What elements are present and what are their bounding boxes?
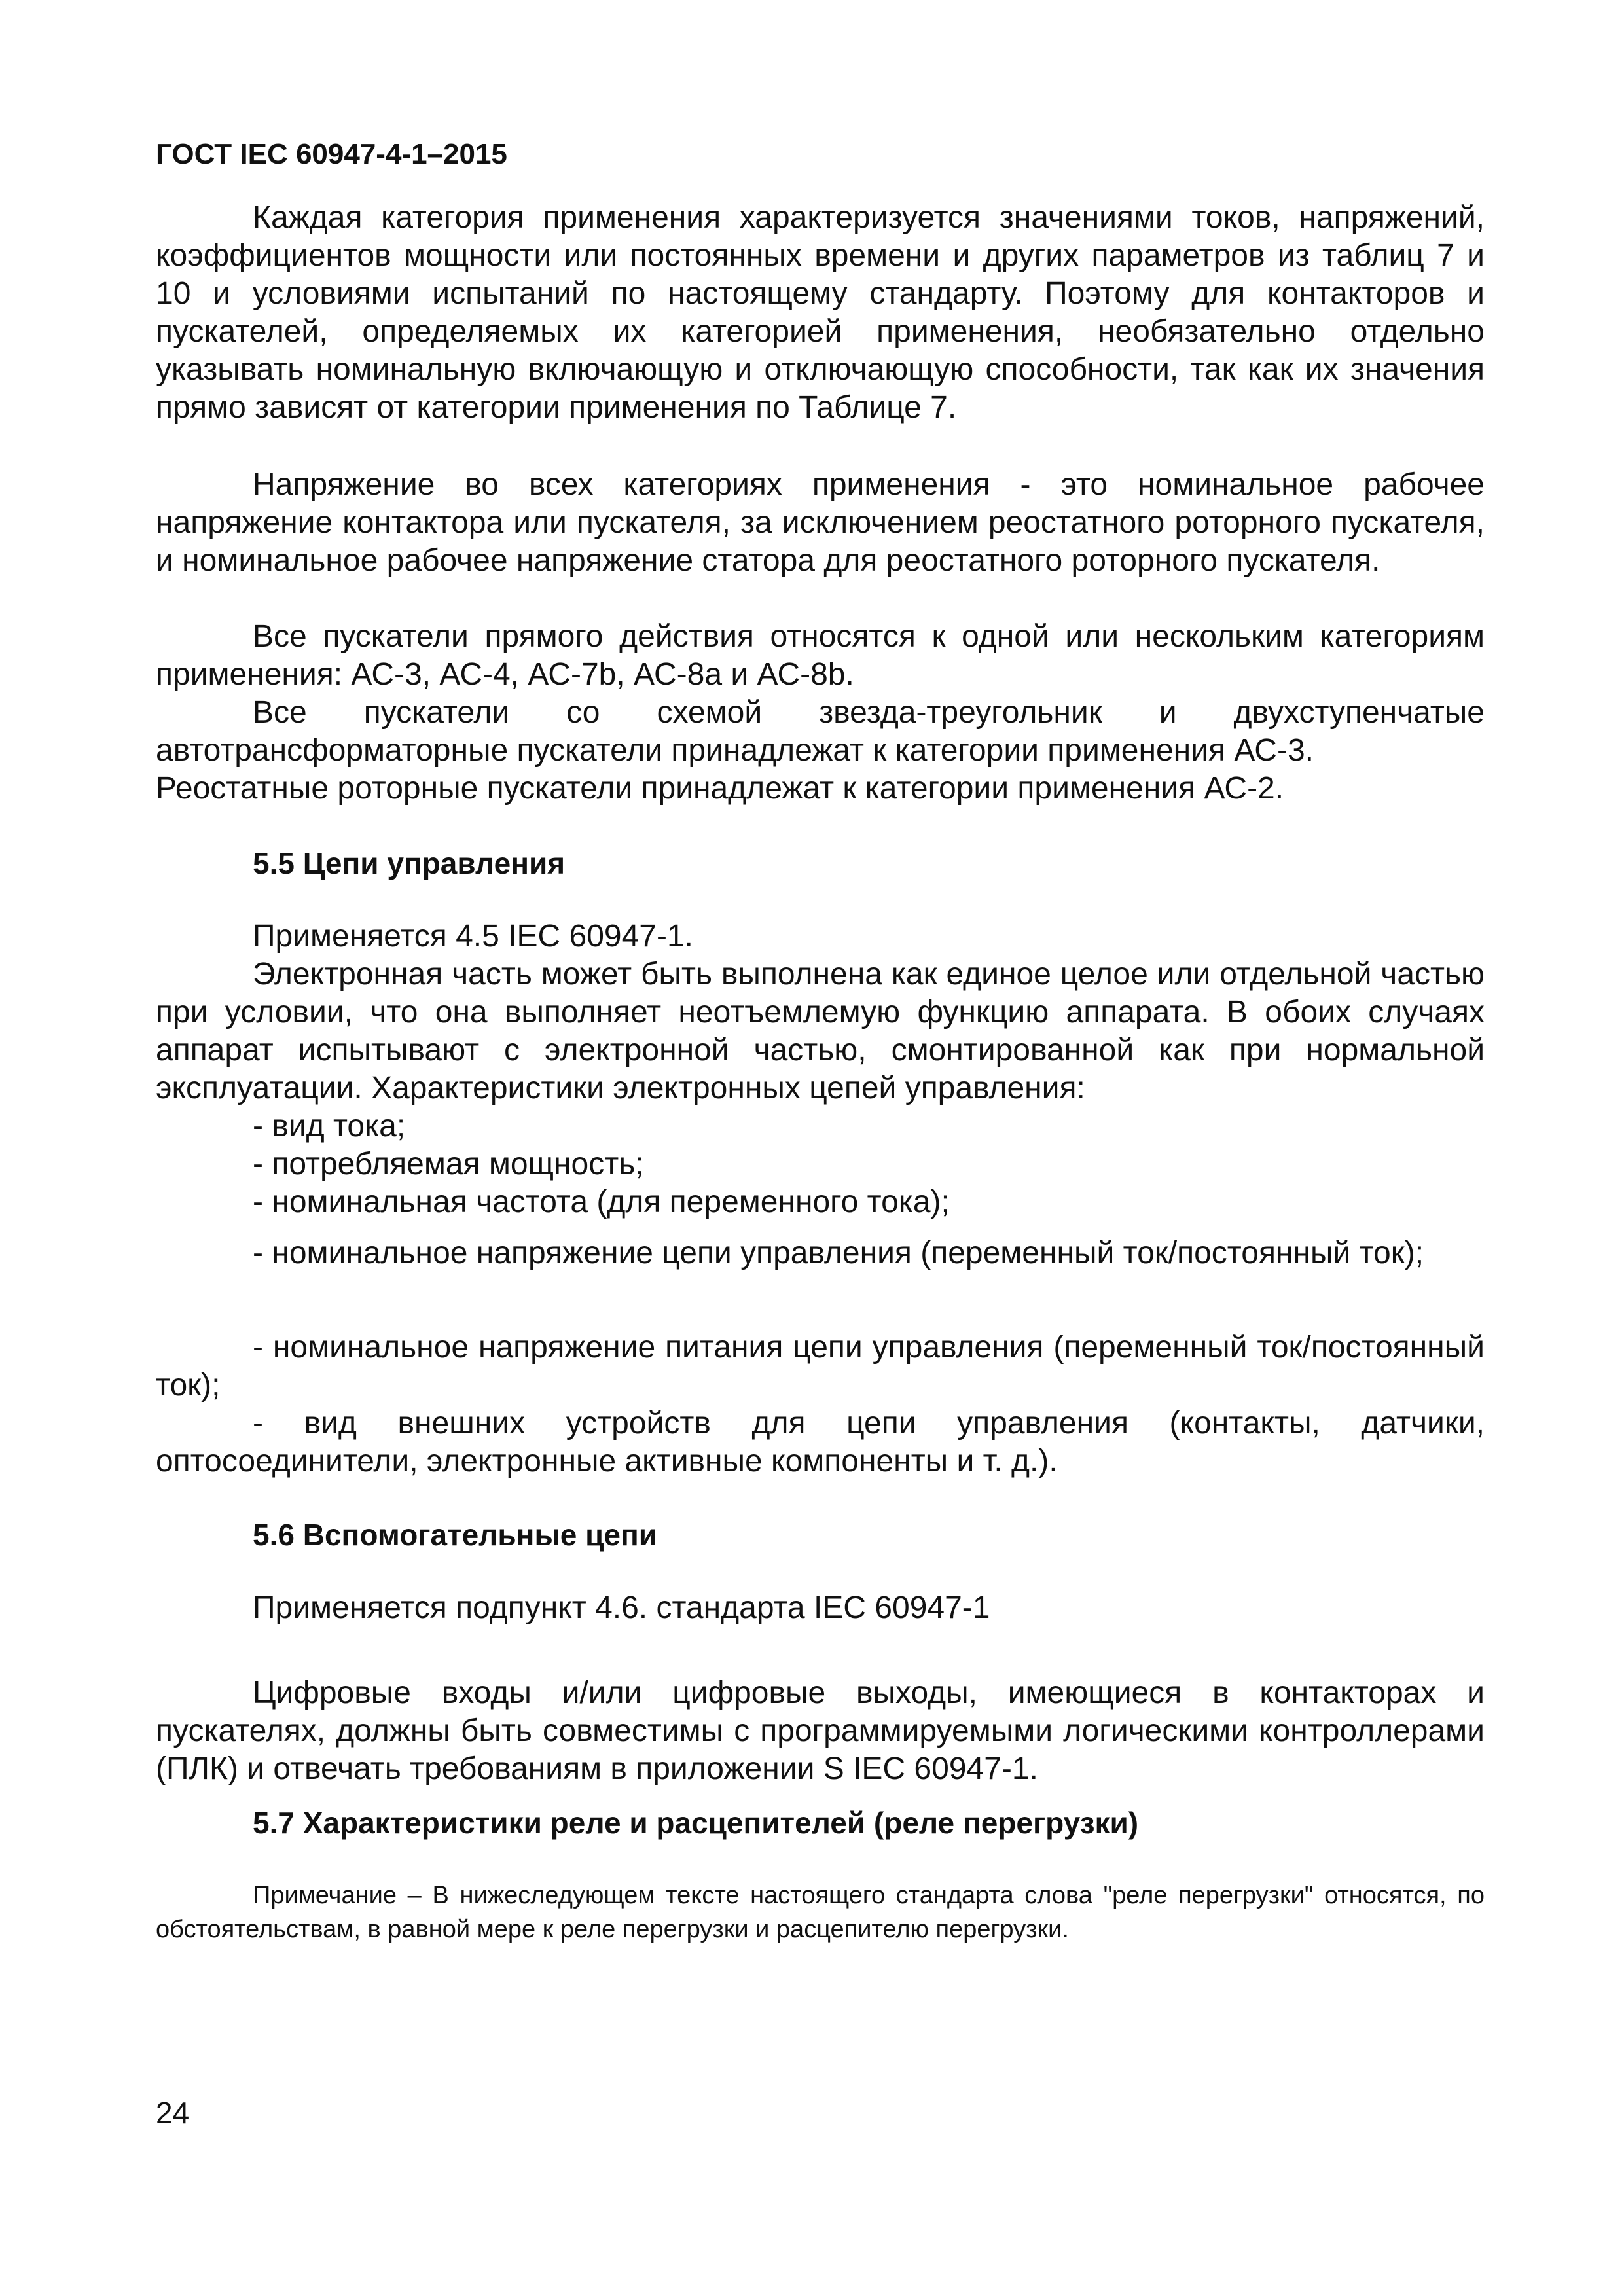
document-page: [156, 0, 1485, 2296]
list-item-supply-voltage: - номинальное напряжение питания цепи управления (переменный ток/постоянный ток);: [156, 1330, 1485, 1403]
paragraph-5-6-applies: Применяется подпункт 4.6. стандарта IEC 60947-1: [253, 1590, 990, 1625]
paragraph-rheostatic-starters: Реостатные роторные пускатели принадлежат к категории применения АС-2.: [156, 771, 1284, 806]
page-number: 24: [156, 2096, 190, 2130]
list-item-control-voltage: - номинальное напряжение цепи управления (переменный ток/постоянный ток);: [253, 1236, 1424, 1270]
paragraph-5-5-applies: Применяется 4.5 IEC 60947-1.: [253, 919, 693, 954]
section-5-6-title: 5.6 Вспомогательные цепи: [253, 1518, 658, 1552]
paragraph-direct-starters: Все пускатели прямого действия относятся к одной или нескольким категориям применения: АС-3, АС-4, АС-7b, АС-8a и АС-8b.: [156, 619, 1485, 692]
paragraph-digital-io: Цифровые входы и/или цифровые выходы, имеющиеся в контакторах и пускателях, должны быть совместимы с программируемыми логическими контроллерами (ПЛК) и отвечать требованиям в приложении S IEC 60947-1.: [156, 1676, 1485, 1786]
section-5-5-title: 5.5 Цепи управления: [253, 846, 566, 880]
note-overload-relay: Примечание – В нижеследующем тексте настоящего стандарта слова "реле перегрузки" относятся, по обстоятельствам, в равной мере к реле перегрузки и расцепителю перегрузки.: [156, 1882, 1485, 1943]
standard-code-header: ГОСТ IEC 60947-4-1–2015: [156, 138, 507, 170]
section-5-7-title: 5.7 Характеристики реле и расцепителей (реле перегрузки): [253, 1806, 1139, 1840]
paragraph-voltage-categories: Напряжение во всех категориях применения - это номинальное рабочее напряжение контактора или пускателя, за исключением реостатного роторного пускателя, и номинальное рабочее напряжение статора для реостатного роторного пускателя.: [156, 467, 1485, 578]
list-item-power-consumption: - потребляемая мощность;: [253, 1147, 644, 1181]
paragraph-categories-intro: Каждая категория применения характеризуется значениями токов, напряжений, коэффициентов мощности или постоянных времени и других параметров из таблиц 7 и 10 и условиями испытаний по настоящему стандарту. Поэтому для контакторов и пускателей, определяемых их категорией применения, необязательно отдельно указывать номинальную включающую и отключающую способности, так как их значения прямо зависят от категории применения по Таблице 7.: [156, 200, 1485, 425]
list-item-external-devices: - вид внешних устройств для цепи управления (контакты, датчики, оптосоединители, электронные активные компоненты и т. д.).: [156, 1406, 1485, 1479]
list-item-current-type: - вид тока;: [253, 1109, 406, 1143]
list-item-rated-frequency: - номинальная частота (для переменного тока);: [253, 1185, 950, 1219]
paragraph-electronic-part: Электронная часть может быть выполнена как единое целое или отдельной частью при условии, что она выполняет неотъемлемую функцию аппарата. В обоих случаях аппарат испытывают с электронной частью, смонтированной как при нормальной эксплуатации. Характеристики электронных цепей управления:: [156, 957, 1485, 1105]
paragraph-star-delta-starters: Все пускатели со схемой звезда-треугольник и двухступенчатые автотрансформаторные пускатели принадлежат к категории применения АС-3.: [156, 695, 1485, 768]
